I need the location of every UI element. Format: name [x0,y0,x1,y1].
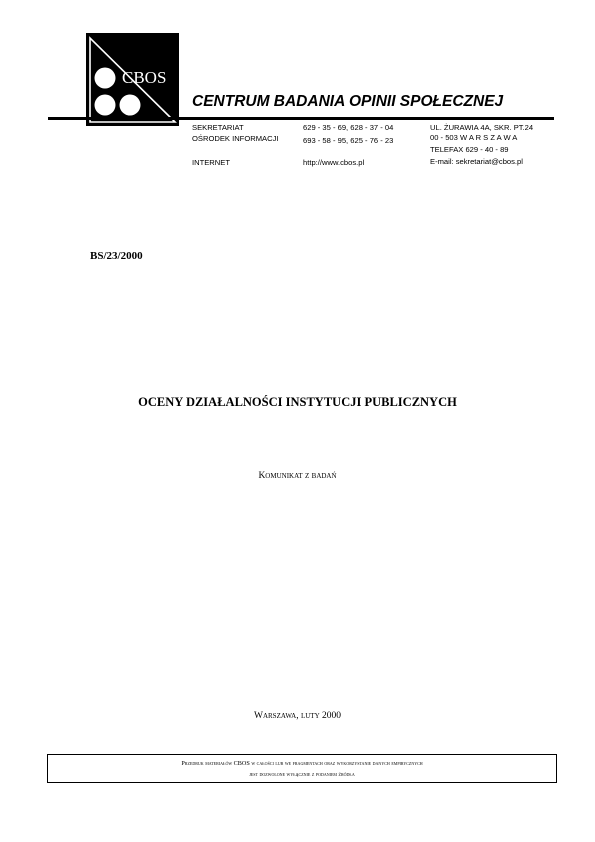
header-divider [48,117,554,120]
logo-wordmark: CBOS [122,68,167,87]
contact-telefax: TELEFAX 629 - 40 - 89 [430,145,509,154]
cbos-logo [86,33,179,126]
copyright-notice-box [47,754,557,783]
contact-phones-secretariat: 629 - 35 - 69, 628 - 37 - 04 [303,123,394,132]
contact-address-street: UL. ŻURAWIA 4A, SKR. PT.24 [430,123,534,132]
contact-website-link[interactable]: http://www.cbos.pl [303,158,365,167]
report-subtitle: Komunikat z badań [258,471,337,481]
organization-name: CENTRUM BADANIA OPINII SPOŁECZNEJ [192,93,504,110]
copyright-notice-line-2: jest dozwolone wyłącznie z podaniem źródła [249,771,355,778]
report-title: OCENY DZIAŁALNOŚCI INSTYTUCJI PUBLICZNYCH [138,395,457,409]
report-reference: BS/23/2000 [90,250,143,262]
place-and-date: Warszawa, luty 2000 [253,711,342,721]
contact-label-internet: INTERNET [192,158,230,167]
contact-phones-information: 693 - 58 - 95, 625 - 76 - 23 [303,136,394,145]
contact-label-information: OŚRODEK INFORMACJI [192,134,279,143]
copyright-notice-line-1: Przedruk materiałów CBOS w całości lub we fragmentach oraz wykorzystanie danych empirycznych [181,760,423,767]
contact-email-link[interactable]: E-mail: sekretariat@cbos.pl [430,157,523,166]
contact-address-city: 00 - 503 W A R S Z A W A [430,133,518,142]
contact-label-secretariat: SEKRETARIAT [192,123,244,132]
